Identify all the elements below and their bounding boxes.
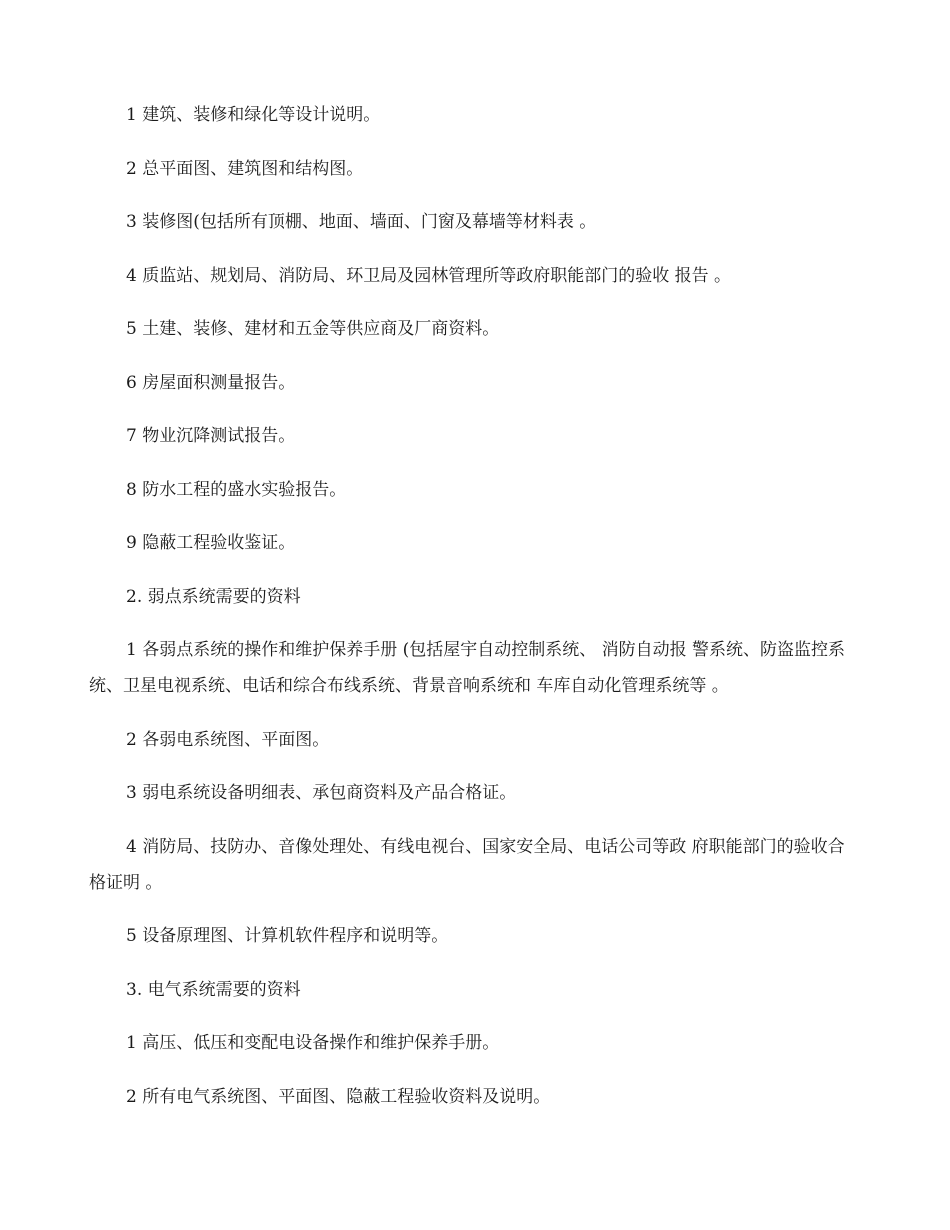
paragraph: 6 房屋面积测量报告。 xyxy=(126,372,296,393)
paragraph: 3 装修图(包括所有顶棚、地面、墙面、门窗及幕墙等材料表 。 xyxy=(126,212,597,232)
paragraph: 1 建筑、装修和绿化等设计说明。 xyxy=(126,105,381,125)
paragraph: 4 消防局、技防办、音像处理处、有线电视台、国家安全局、电话公司等政 府职能部门的验收合格证明 。 xyxy=(89,836,845,893)
paragraph: 2 所有电气系统图、平面图、隐蔽工程验收资料及说明。 xyxy=(126,1086,551,1107)
paragraph: 4 质监站、规划局、消防局、环卫局及园林管理所等政府职能部门的验收 报告 。 xyxy=(126,265,732,286)
section-heading: 2. 弱点系统需要的资料 xyxy=(126,586,301,607)
paragraph: 2 各弱电系统图、平面图。 xyxy=(126,729,330,750)
paragraph: 3 弱电系统设备明细表、承包商资料及产品合格证。 xyxy=(126,783,517,803)
paragraph: 1 各弱点系统的操作和维护保养手册 (包括屋宇自动控制系统、 消防自动报 警系统、防盗监控系统、卫星电视系统、电话和综合布线系统、背景音响系统和 车库自动化管理系统等 。 xyxy=(89,640,846,696)
paragraph: 5 设备原理图、计算机软件程序和说明等。 xyxy=(126,926,449,946)
paragraph: 9 隐蔽工程验收鉴证。 xyxy=(126,533,296,553)
section-heading: 3. 电气系统需要的资料 xyxy=(126,979,301,1000)
paragraph: 2 总平面图、建筑图和结构图。 xyxy=(126,158,364,179)
paragraph: 5 土建、装修、建材和五金等供应商及厂商资料。 xyxy=(126,319,500,339)
document-body xyxy=(89,97,861,1132)
paragraph: 8 防水工程的盛水实验报告。 xyxy=(126,479,347,500)
paragraph: 1 高压、低压和变配电设备操作和维护保养手册。 xyxy=(126,1033,500,1053)
paragraph: 7 物业沉降测试报告。 xyxy=(126,426,296,446)
